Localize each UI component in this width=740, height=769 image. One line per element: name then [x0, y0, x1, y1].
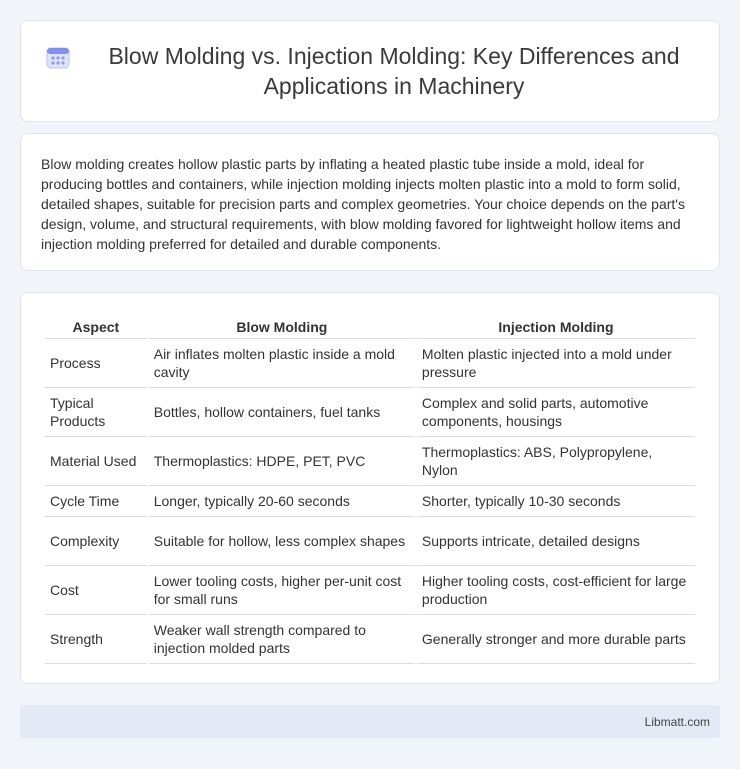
footer-brand-link[interactable]: Libmatt.com [644, 714, 710, 729]
blow-molding-cell: Air inflates molten plastic inside a mold cavity [149, 339, 415, 388]
aspect-cell: Material Used [45, 437, 147, 486]
injection-molding-cell: Generally stronger and more durable parts [417, 615, 695, 664]
comparison-table-card [20, 292, 720, 684]
summary-text: Blow molding creates hollow plastic parts by inflating a heated plastic tube inside a mold, ideal for producing bottles and containers, while injection molding injects molten plastic into a mold to form solid, detailed shapes, suitable for precision parts and complex geometries. Your choice depends on the part's design, volume, and structural requirements, with blow molding favored for lightweight hollow items and injection molding preferred for detailed and durable components. [41, 156, 685, 252]
blow-molding-cell: Longer, typically 20-60 seconds [149, 486, 415, 517]
injection-molding-cell: Molten plastic injected into a mold under pressure [417, 339, 695, 388]
calendar-icon [45, 44, 71, 70]
table-row [45, 517, 695, 566]
header-aspect: Aspect [45, 315, 147, 339]
injection-molding-cell: Complex and solid parts, automotive components, housings [417, 388, 695, 437]
injection-molding-cell: Supports intricate, detailed designs [417, 517, 695, 566]
aspect-cell: Typical Products [45, 388, 147, 437]
aspect-cell: Process [45, 339, 147, 388]
table-header-row [45, 315, 695, 339]
aspect-cell: Cycle Time [45, 486, 147, 517]
header-injection-molding: Injection Molding [417, 315, 695, 339]
injection-molding-cell: Higher tooling costs, cost-efficient for large production [417, 566, 695, 615]
table-row [45, 486, 695, 517]
table-row [45, 566, 695, 615]
page-title: Blow Molding vs. Injection Molding: Key Differences and Applications in Machinery [108, 43, 680, 99]
footer-bar [20, 705, 720, 738]
injection-molding-cell: Thermoplastics: ABS, Polypropylene, Nylon [417, 437, 695, 486]
header-inner [45, 41, 695, 101]
blow-molding-cell: Lower tooling costs, higher per-unit cost for small runs [149, 566, 415, 615]
comparison-table [43, 315, 697, 664]
blow-molding-cell: Weaker wall strength compared to injection molded parts [149, 615, 415, 664]
table-row [45, 437, 695, 486]
blow-molding-cell: Suitable for hollow, less complex shapes [149, 517, 415, 566]
aspect-cell: Strength [45, 615, 147, 664]
header-card [20, 20, 720, 122]
aspect-cell: Complexity [45, 517, 147, 566]
table-row [45, 339, 695, 388]
table-row [45, 388, 695, 437]
header-blow-molding: Blow Molding [149, 315, 415, 339]
injection-molding-cell: Shorter, typically 10-30 seconds [417, 486, 695, 517]
table-row [45, 615, 695, 664]
blow-molding-cell: Bottles, hollow containers, fuel tanks [149, 388, 415, 437]
aspect-cell: Cost [45, 566, 147, 615]
summary-card [20, 133, 720, 271]
blow-molding-cell: Thermoplastics: HDPE, PET, PVC [149, 437, 415, 486]
